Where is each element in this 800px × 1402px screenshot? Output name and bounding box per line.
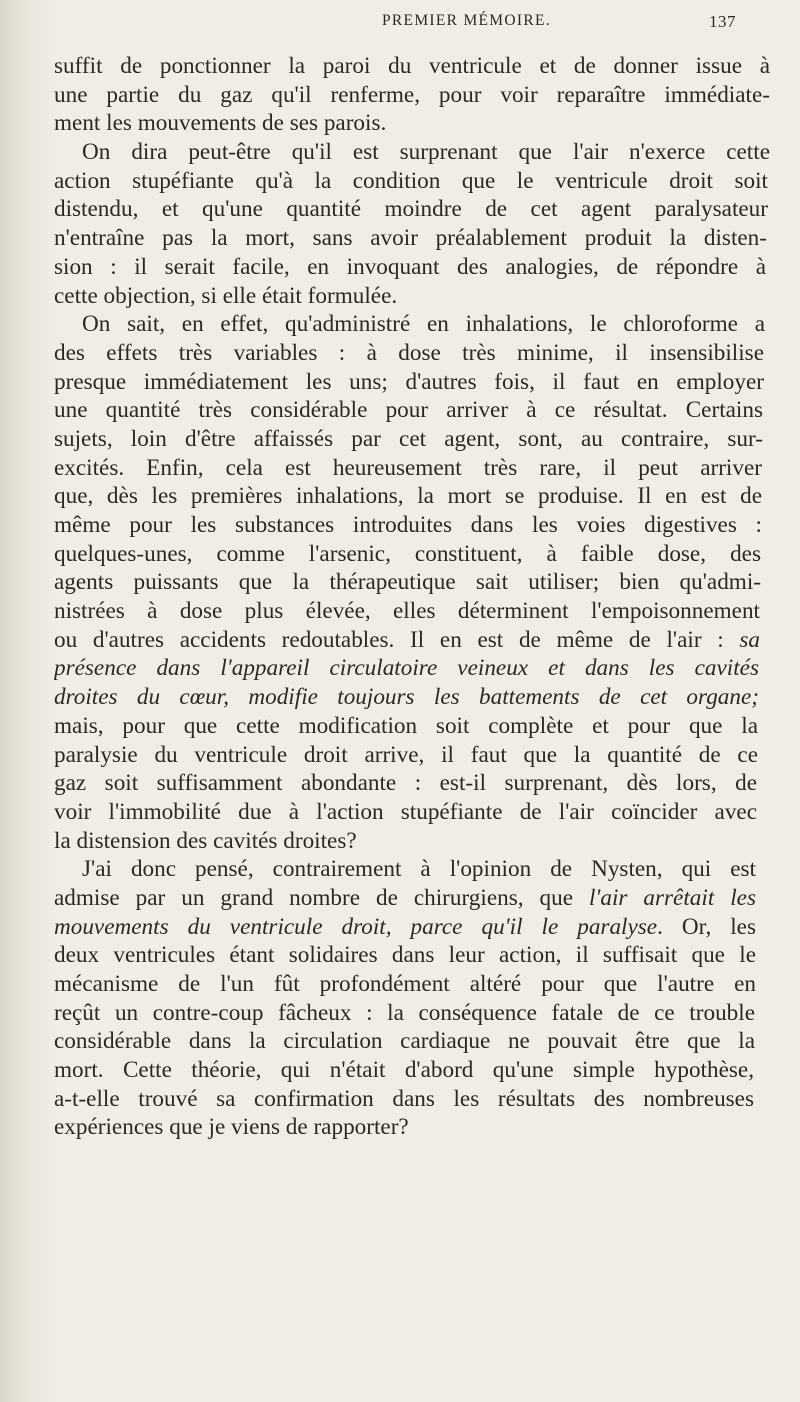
line-text: On sait, en effet, qu'administré en inhalations, le chloroforme a (82, 311, 765, 338)
line-text: gaz soit suffisamment abondante : est-il surprenant, dès lors, de (54, 770, 757, 797)
line-text: On dira peut-être qu'il est surprenant que l'air n'exerce cette (82, 139, 770, 166)
line-text: voir l'immobilité due à l'action stupéfiante de l'air coïncider avec (54, 798, 757, 825)
line-text: expériences que je viens de rapporter? (54, 1114, 409, 1141)
line-text: presque immédiatement les uns; d'autres fois, il faut en employer (54, 368, 764, 395)
page-number: 137 (709, 12, 736, 31)
line-text: sion : il serait facile, en invoquant des analogies, de répondre à (54, 253, 766, 280)
line-text: paralysie du ventricule droit arrive, il faut que la quantité de ce (54, 741, 758, 768)
text-line (54, 454, 762, 483)
line-text: . Or, les (657, 913, 756, 940)
line-text: n'entraîne pas la mort, sans avoir préalablement produit la disten- (54, 225, 767, 252)
line-text: mort. Cette théorie, qui n'était d'abord qu'une simple hypothèse, (54, 1057, 754, 1084)
line-text: la distension des cavités droites? (54, 827, 357, 854)
text-line (54, 798, 757, 827)
line-text: mais, pour que cette modification soit complète et pour que la (54, 712, 758, 739)
text-line (54, 913, 756, 942)
text-line (54, 741, 758, 770)
line-text: excités. Enfin, cela est heureusement très rare, il peut arriver (54, 454, 762, 481)
running-head (0, 12, 800, 38)
line-text: mécanisme de l'un fût profondément altéré pour que l'autre en (54, 971, 756, 997)
text-line (54, 970, 756, 999)
text-line (54, 626, 760, 655)
text-line (54, 425, 763, 454)
text-line (54, 310, 765, 339)
line-text: ment les mouvements de ses parois. (54, 110, 387, 137)
line-text: quelques-unes, comme l'arsenic, constituent, à faible dose, des (54, 540, 761, 567)
line-text: agents puissants que la thérapeutique sait utiliser; bien qu'admi- (54, 569, 761, 596)
text-line (54, 769, 757, 798)
italic-text: présence dans l'appareil circulatoire veineux et dans les cavités (54, 655, 759, 682)
text-line (54, 712, 758, 741)
line-text: une quantité très considérable pour arriver à ce résultat. Certains (54, 397, 763, 424)
italic-text: mouvements du ventricule droit, parce qu'il le paralyse (54, 913, 658, 940)
line-text: cette objection, si elle était formulée. (54, 282, 398, 309)
line-text: action stupéfiante qu'à la condition que le ventricule droit soit (54, 167, 768, 194)
text-line (54, 282, 766, 311)
line-text: une partie du gaz qu'il renferme, pour voir reparaître immédiate- (54, 81, 770, 108)
text-line (54, 827, 757, 856)
text-line (54, 683, 759, 712)
text-line (54, 482, 762, 511)
text-line (54, 396, 763, 425)
text-line (54, 1085, 754, 1114)
text-line (54, 52, 770, 81)
text-line (54, 654, 759, 683)
text-line (54, 138, 770, 167)
text-line (54, 1027, 755, 1056)
text-line (54, 1113, 754, 1142)
text-line (54, 81, 770, 110)
line-text: J'ai donc pensé, contrairement à l'opinion de Nysten, qui est (82, 856, 756, 883)
text-line (54, 253, 766, 282)
line-text: admise par un grand nombre de chirurgiens, que (54, 884, 589, 911)
text-line (54, 941, 756, 970)
italic-text: sa (739, 626, 760, 653)
text-line (54, 1056, 754, 1085)
text-line (54, 568, 761, 597)
line-text: considérable dans la circulation cardiaque ne pouvait être que la (54, 1028, 755, 1055)
text-line (54, 855, 756, 884)
text-line (54, 109, 770, 138)
running-title: PREMIER MÉMOIRE. (382, 12, 551, 29)
text-line (54, 884, 756, 913)
line-text: nistrées à dose plus élevée, elles déterminent l'empoisonnement (54, 598, 760, 625)
line-text: suffit de ponctionner la paroi du ventricule et de donner issue à (54, 53, 770, 79)
text-line (54, 540, 761, 569)
text-line (54, 167, 768, 196)
line-text: distendu, et qu'une quantité moindre de cet agent paralysateur (54, 196, 768, 223)
body-text (54, 52, 770, 1142)
line-text: deux ventricules étant solidaires dans leur action, il suffisait que le (54, 942, 756, 969)
text-line (54, 999, 755, 1028)
text-line (54, 339, 764, 368)
text-line (54, 597, 760, 626)
line-text: sujets, loin d'être affaissés par cet agent, sont, au contraire, sur- (54, 425, 763, 452)
line-text: ou d'autres accidents redoutables. Il en est de même de l'air : (54, 626, 740, 653)
line-text: des effets très variables : à dose très minime, il insensibilise (54, 339, 764, 366)
text-line (54, 368, 764, 397)
line-text: même pour les substances introduites dans les voies digestives : (54, 512, 762, 538)
italic-text: droites du cœur, modifie toujours les battements de cet organe; (54, 684, 759, 711)
line-text: a-t-elle trouvé sa confirmation dans les résultats des nombreuses (54, 1085, 754, 1112)
line-text: reçût un contre-coup fâcheux : la conséquence fatale de ce trouble (54, 999, 755, 1026)
text-line (54, 511, 762, 540)
text-line (54, 195, 768, 224)
italic-text: l'air arrêtait les (588, 884, 756, 911)
text-line (54, 224, 767, 253)
line-text: que, dès les premières inhalations, la mort se produise. Il en est de (54, 483, 762, 510)
